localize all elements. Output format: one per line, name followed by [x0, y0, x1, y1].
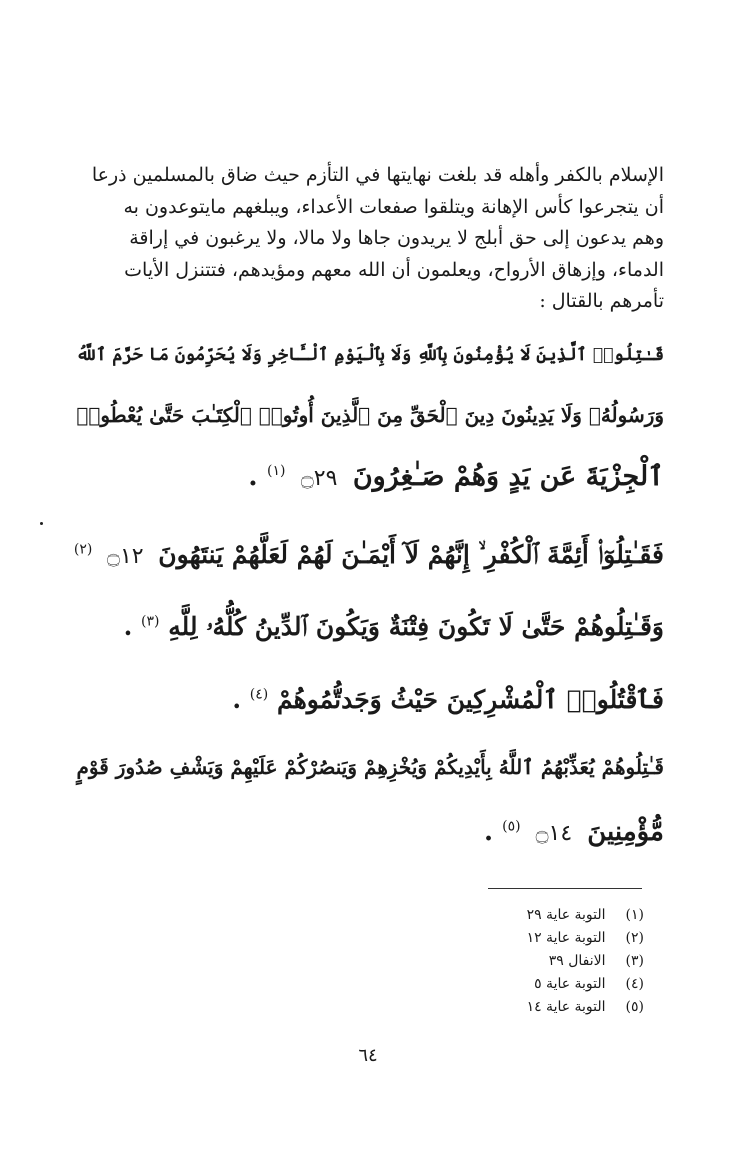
- footnote-item: [527, 904, 644, 927]
- quran-verse-3: [64, 612, 664, 662]
- footnote-reference: (١): [267, 463, 286, 479]
- footnote-number: (٥): [625, 999, 644, 1015]
- footnote-item: [527, 996, 644, 1019]
- prose-line: أن يتجرعوا كأس الإهانة ويتلقوا صفعات الأعداء، ويبلغهم مايتوعدون به: [123, 195, 664, 218]
- stray-mark: [40, 522, 43, 525]
- quran-verse-2: [64, 540, 664, 590]
- footnote-item: [527, 927, 644, 950]
- ayah-number: ٢٩: [313, 466, 338, 491]
- quran-verse-1: [64, 345, 664, 515]
- ayah-number: ١٢: [119, 544, 144, 569]
- footnote-reference: (٢): [73, 541, 93, 558]
- page-number: ٦٤: [358, 1045, 378, 1066]
- footnote-text: التوبة عاية ٥: [534, 976, 606, 992]
- footnote-item: [527, 973, 644, 996]
- ayah-number: ١٤: [548, 821, 573, 846]
- footnote-text: التوبة عاية ١٢: [526, 930, 606, 946]
- ayah-end-marker: ۝١٢: [107, 544, 144, 569]
- quran-verse-5: [64, 755, 664, 875]
- verse-text: فَقَـٰتِلُوٓا۟ أَئِمَّةَ ٱلْكُفْرِ ۙ إِنَّهُمْ لَآ أَيْمَـٰنَ لَهُمْ لَعَلَّهُمْ يَنتَهُونَ: [158, 540, 664, 569]
- body-paragraph: [76, 160, 664, 318]
- footnotes: [527, 904, 644, 1019]
- footnote-divider: [488, 888, 642, 889]
- verse-line: مُّؤْمِنِينَ ۝١٤ $^{(٥)}$ .: [483, 817, 664, 847]
- verse-line: وَقَـٰتِلُوهُمْ حَتَّىٰ لَا تَكُونَ فِتْنَةٌ وَيَكُونَ ٱلدِّينُ كُلُّهُۥ لِلَّهِ $^{(٣)}$ .: [123, 612, 664, 641]
- prose-line: وهم يدعون إلى حق أبلج لا يريدون جاها ولا مالا، ولا يرغبون في إراقة: [129, 227, 664, 249]
- footnote-text: التوبة عاية ٢٩: [526, 907, 606, 923]
- verse-text: ٱلْجِزْيَةَ عَن يَدٍ وَهُمْ صَـٰغِرُونَ: [352, 461, 664, 492]
- footnote-reference: (٤): [249, 686, 269, 703]
- verse-line: [74, 540, 664, 571]
- quran-verse-4: [64, 685, 664, 735]
- verse-line: قَـٰتِلُوا۟ ٱلَّذِينَ لَا يُؤْمِنُونَ بِٱللَّهِ وَلَا بِٱلْيَوْمِ ٱلْـَٔاخِرِ وَلَا يُحَرِّمُونَ مَا حَرَّمَ ٱللَّهُ: [75, 345, 664, 365]
- verse-line: وَرَسُولُهُۥ وَلَا يَدِينُونَ دِينَ ٱلْحَقِّ مِنَ ٱلَّذِينَ أُوتُوا۟ ٱلْكِتَـٰبَ حَتَّىٰ يُعْطُوا۟: [76, 403, 664, 427]
- verse-text: مُّؤْمِنِينَ: [587, 817, 664, 847]
- footnote-reference: (٣): [141, 613, 160, 630]
- footnote-reference: (٥): [502, 818, 521, 835]
- ayah-end-marker: ۝١٤: [535, 821, 573, 846]
- prose-line: الإسلام بالكفر وأهله قد بلغت نهايتها في التأزم حيث ضاق بالمسلمين ذرعا: [91, 164, 664, 186]
- footnote-number: (٣): [625, 953, 644, 969]
- footnote-number: (٤): [625, 976, 644, 992]
- footnote-text: التوبة عاية ١٤: [526, 999, 606, 1015]
- verse-line: فَٱقْتُلُوا۟ ٱلْمُشْرِكِينَ حَيْثُ وَجَدتُّمُوهُمْ $^{(٤)}$ .: [232, 685, 664, 714]
- verse-text: وَقَـٰتِلُوهُمْ حَتَّىٰ لَا تَكُونَ فِتْنَةٌ وَيَكُونَ ٱلدِّينُ كُلُّهُۥ لِلَّهِ: [168, 612, 664, 641]
- prose-line: تأمرهم بالقتال :: [539, 290, 664, 312]
- footnote-text: الانفال ٣٩: [548, 953, 606, 969]
- verse-line: ٱلْجِزْيَةَ عَن يَدٍ وَهُمْ صَـٰغِرُونَ ۝٢٩ $^{(١)}$ .: [248, 461, 664, 492]
- verse-line: قَـٰتِلُوهُمْ يُعَذِّبْهُمُ ٱللَّهُ بِأَيْدِيكُمْ وَيُخْزِهِمْ وَيَنصُرْكُمْ عَلَيْهِمْ وَيَشْفِ صُدُورَ قَوْمٍ: [76, 755, 664, 779]
- ayah-end-marker: ۝٢٩: [300, 466, 338, 491]
- footnote-item: [527, 950, 644, 973]
- footnote-number: (١): [625, 907, 644, 923]
- verse-text: فَٱقْتُلُوا۟ ٱلْمُشْرِكِينَ حَيْثُ وَجَدتُّمُوهُمْ: [276, 685, 664, 714]
- footnote-number: (٢): [625, 930, 644, 946]
- prose-line: الدماء، وإزهاق الأرواح، ويعلمون أن الله معهم ومؤيدهم، فتتنزل الأيات: [124, 258, 664, 281]
